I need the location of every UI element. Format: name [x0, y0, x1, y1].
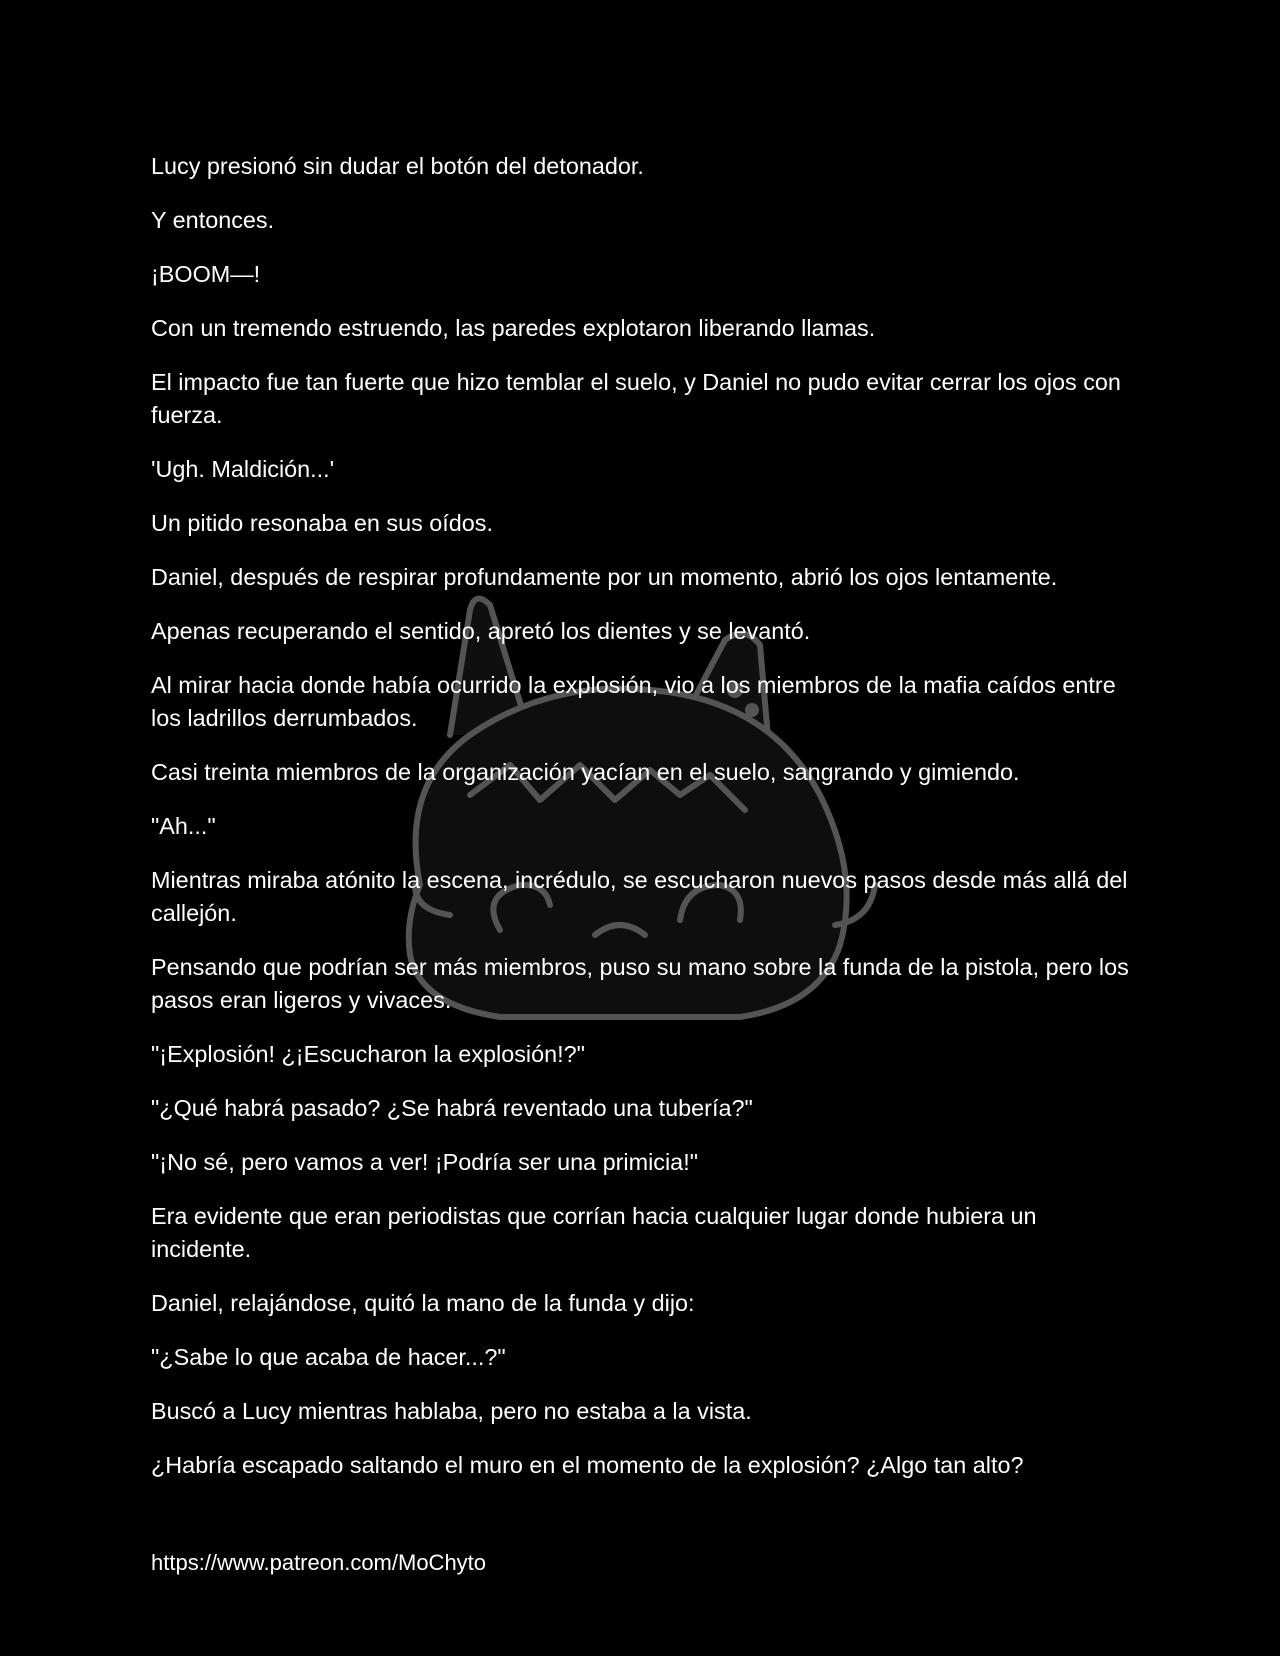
paragraph: Y entonces. [151, 207, 275, 233]
paragraph: ¿Habría escapado saltando el muro en el momento de la explosión? ¿Algo tan alto? [151, 1452, 1024, 1478]
paragraph: "¡Explosión! ¿¡Escucharon la explosión!?" [151, 1041, 585, 1067]
paragraph: Daniel, después de respirar profundamente por un momento, abrió los ojos lentamente. [151, 564, 1058, 590]
paragraph: Lucy presionó sin dudar el botón del detonador. [151, 153, 644, 179]
paragraph: Pensando que podrían ser más miembros, puso su mano sobre la funda de la pistola, pero los pasos eran ligeros y vivaces. [151, 954, 1129, 1013]
paragraph: Con un tremendo estruendo, las paredes explotaron liberando llamas. [151, 315, 876, 341]
paragraph: "Ah..." [151, 813, 216, 839]
paragraph: Casi treinta miembros de la organización yacían en el suelo, sangrando y gimiendo. [151, 759, 1020, 785]
paragraph: Daniel, relajándose, quitó la mano de la funda y dijo: [151, 1290, 695, 1316]
paragraph: Al mirar hacia donde había ocurrido la explosión, vio a los miembros de la mafia caídos entre los ladrillos derrumbados. [151, 672, 1116, 731]
paragraph: El impacto fue tan fuerte que hizo temblar el suelo, y Daniel no pudo evitar cerrar los ojos con fuerza. [151, 369, 1121, 428]
patreon-link[interactable]: https://www.patreon.com/MoChyto [151, 1550, 487, 1575]
paragraph: "¿Sabe lo que acaba de hacer...?" [151, 1344, 506, 1370]
paragraph: Buscó a Lucy mientras hablaba, pero no estaba a la vista. [151, 1398, 752, 1424]
paragraph: ¡BOOM—! [151, 261, 261, 287]
paragraph: "¿Qué habrá pasado? ¿Se habrá reventado una tubería?" [151, 1095, 753, 1121]
paragraph: Era evidente que eran periodistas que corrían hacia cualquier lugar donde hubiera un incidente. [151, 1203, 1037, 1262]
paragraph: Apenas recuperando el sentido, apretó los dientes y se levantó. [151, 618, 811, 644]
paragraph: Mientras miraba atónito la escena, incrédulo, se escucharon nuevos pasos desde más allá del callejón. [151, 867, 1128, 926]
document-body [151, 150, 1131, 1503]
paragraph: Un pitido resonaba en sus oídos. [151, 510, 493, 536]
paragraph: "¡No sé, pero vamos a ver! ¡Podría ser una primicia!" [151, 1149, 698, 1175]
paragraph: 'Ugh. Maldición...' [151, 456, 335, 482]
